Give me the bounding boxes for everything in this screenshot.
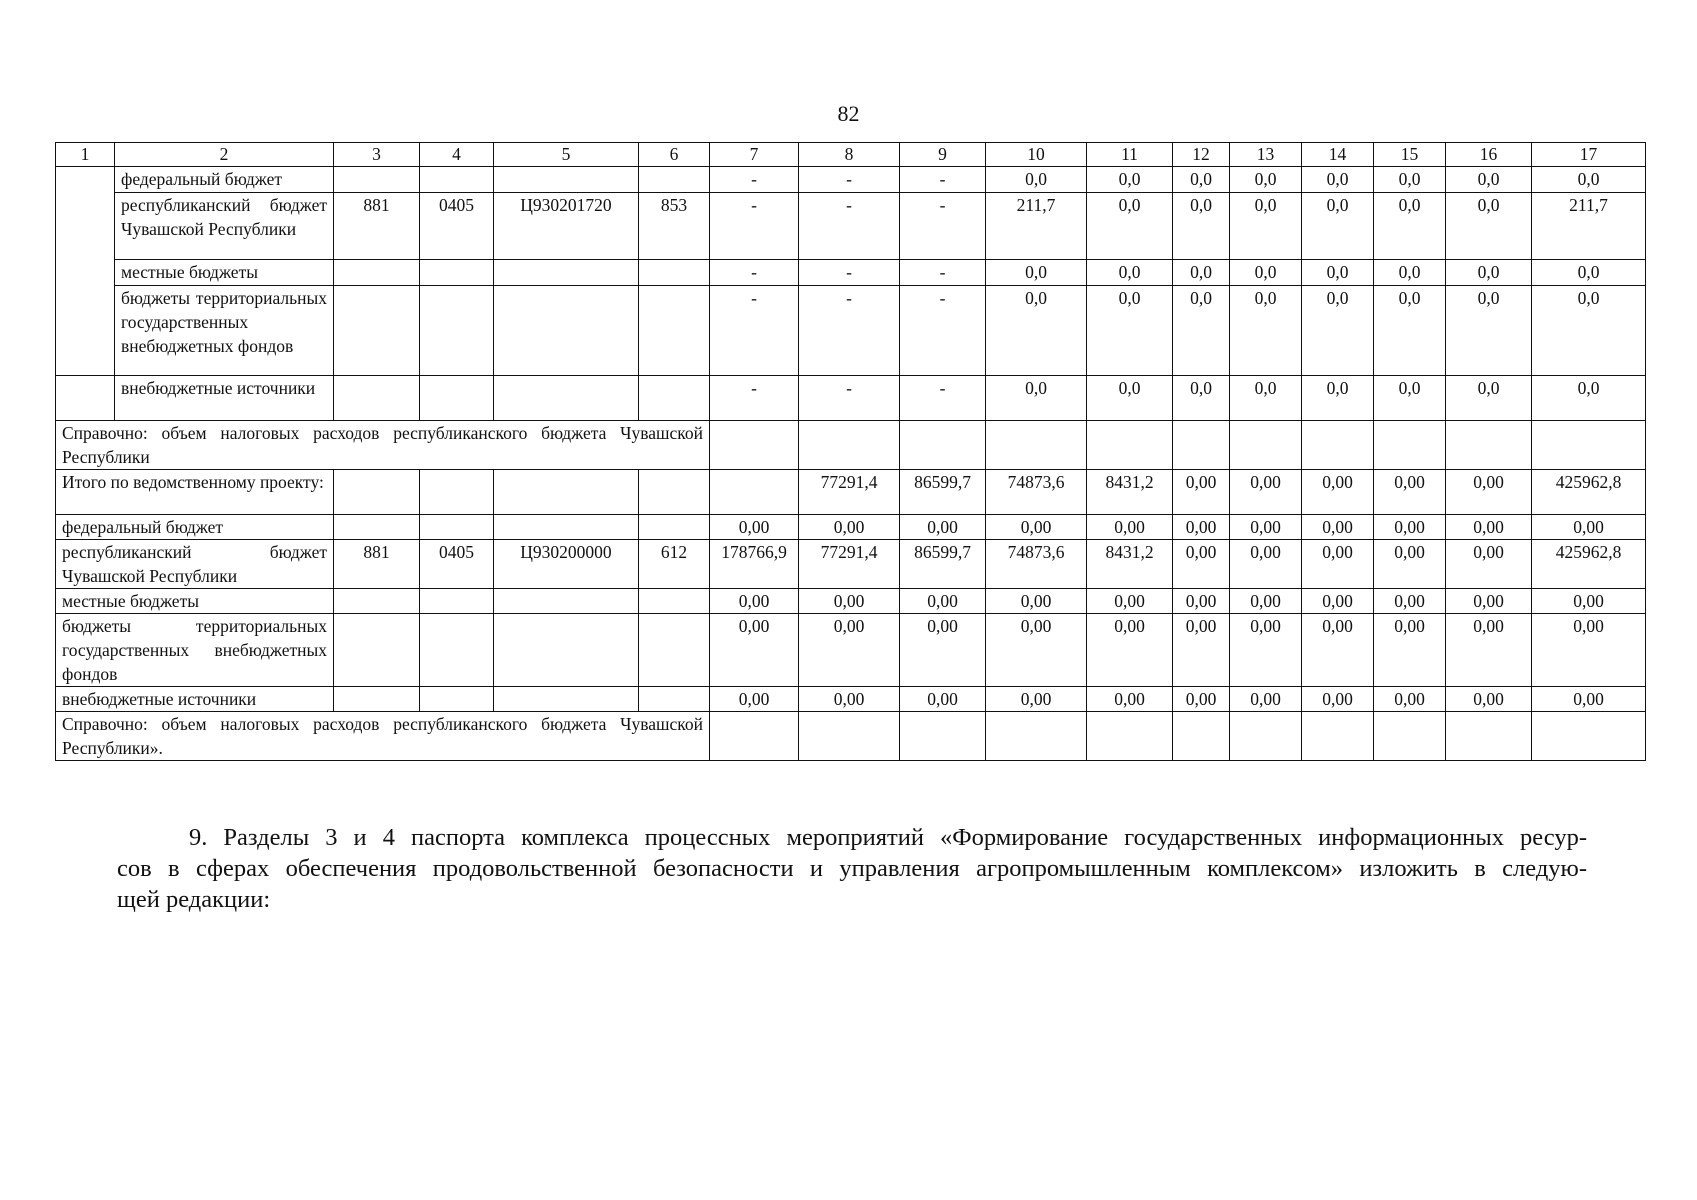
code-cell — [334, 470, 420, 515]
reference-note: Справочно: объем налоговых расходов республиканского бюджета Чувашской Республики — [56, 421, 710, 470]
value-cell: 86599,7 — [900, 540, 986, 589]
value-cell: 0,0 — [986, 260, 1087, 286]
value-cell: 0,00 — [799, 515, 900, 540]
value-cell: 211,7 — [1532, 193, 1646, 260]
column-number-header: 11 — [1087, 143, 1173, 167]
value-cell: - — [710, 260, 799, 286]
value-cell: - — [799, 167, 900, 193]
value-cell — [1230, 421, 1302, 470]
value-cell: 0,0 — [1230, 286, 1302, 376]
value-cell: 0,00 — [1230, 589, 1302, 614]
column-number-header: 2 — [115, 143, 334, 167]
code-cell: 881 — [334, 193, 420, 260]
total-label: Итого по ведомственному проекту: — [56, 470, 334, 515]
code-cell — [639, 470, 710, 515]
code-cell — [494, 167, 639, 193]
value-cell: 0,0 — [1302, 376, 1374, 421]
value-cell: 0,00 — [1446, 470, 1532, 515]
budget-source-label: местные бюджеты — [56, 589, 334, 614]
code-cell — [639, 515, 710, 540]
code-cell: 612 — [639, 540, 710, 589]
column-number-header: 7 — [710, 143, 799, 167]
empty-cell — [56, 286, 115, 376]
value-cell: 0,00 — [1087, 515, 1173, 540]
value-cell: 0,0 — [1173, 167, 1230, 193]
value-cell: 0,00 — [1173, 687, 1230, 712]
column-number-header: 5 — [494, 143, 639, 167]
value-cell: 0,00 — [799, 614, 900, 687]
value-cell — [710, 470, 799, 515]
budget-source-label: бюджеты территориальных государственных внебюджетных фондов — [56, 614, 334, 687]
value-cell: 0,00 — [1532, 687, 1646, 712]
code-cell — [639, 589, 710, 614]
code-cell — [420, 589, 494, 614]
value-cell — [1173, 421, 1230, 470]
value-cell: 0,00 — [1173, 515, 1230, 540]
body-paragraph — [117, 822, 1587, 915]
value-cell: - — [799, 376, 900, 421]
code-cell — [420, 167, 494, 193]
table-body — [56, 143, 1646, 761]
value-cell: 0,0 — [1173, 193, 1230, 260]
empty-cell — [56, 260, 115, 286]
value-cell: 0,0 — [1532, 286, 1646, 376]
value-cell: 0,0 — [1446, 193, 1532, 260]
value-cell: 0,00 — [1087, 589, 1173, 614]
code-cell — [494, 687, 639, 712]
paragraph-line-3: щей редакции: — [117, 886, 271, 913]
value-cell: 0,00 — [1374, 687, 1446, 712]
value-cell: 77291,4 — [799, 470, 900, 515]
value-cell: 0,00 — [1446, 540, 1532, 589]
value-cell: 0,0 — [1302, 193, 1374, 260]
table-row — [56, 540, 1646, 589]
code-cell — [639, 687, 710, 712]
value-cell: 0,00 — [1374, 470, 1446, 515]
value-cell: 0,00 — [1230, 614, 1302, 687]
value-cell: 0,0 — [1173, 376, 1230, 421]
value-cell: 86599,7 — [900, 470, 986, 515]
value-cell: 425962,8 — [1532, 540, 1646, 589]
code-cell — [420, 687, 494, 712]
code-cell — [639, 167, 710, 193]
value-cell: 0,00 — [1302, 470, 1374, 515]
code-cell: Ц930201720 — [494, 193, 639, 260]
value-cell: 0,00 — [1446, 687, 1532, 712]
value-cell: 0,00 — [710, 515, 799, 540]
code-cell — [494, 286, 639, 376]
value-cell: 0,0 — [1230, 167, 1302, 193]
value-cell — [1374, 712, 1446, 761]
code-cell — [334, 286, 420, 376]
value-cell: 0,0 — [1374, 260, 1446, 286]
value-cell: - — [710, 167, 799, 193]
value-cell: 0,00 — [1532, 515, 1646, 540]
empty-cell — [56, 167, 115, 193]
value-cell: 0,00 — [1173, 540, 1230, 589]
value-cell: 0,0 — [1446, 286, 1532, 376]
budget-source-label: республиканский бюджет Чувашской Республики — [56, 540, 334, 589]
value-cell: 0,0 — [1374, 376, 1446, 421]
value-cell: - — [710, 193, 799, 260]
code-cell — [494, 376, 639, 421]
value-cell: 0,00 — [799, 589, 900, 614]
value-cell: 0,0 — [1446, 376, 1532, 421]
code-cell — [334, 589, 420, 614]
paragraph-line-2: сов в сферах обеспечения продовольственной безопасности и управления агропромышленным комплексом» изложить в следую- — [117, 855, 1587, 882]
value-cell — [1446, 712, 1532, 761]
code-cell — [334, 687, 420, 712]
value-cell: 0,0 — [1230, 193, 1302, 260]
budget-table — [55, 142, 1646, 761]
value-cell: 0,0 — [1302, 286, 1374, 376]
value-cell: 0,00 — [1446, 515, 1532, 540]
code-cell — [334, 614, 420, 687]
value-cell: 0,0 — [1374, 286, 1446, 376]
column-number-header: 16 — [1446, 143, 1532, 167]
value-cell: 74873,6 — [986, 470, 1087, 515]
code-cell — [334, 167, 420, 193]
value-cell: 0,00 — [1446, 614, 1532, 687]
value-cell: 0,0 — [1302, 167, 1374, 193]
table-row — [56, 589, 1646, 614]
value-cell — [986, 712, 1087, 761]
value-cell: 8431,2 — [1087, 540, 1173, 589]
value-cell: 0,0 — [1532, 167, 1646, 193]
value-cell: 0,00 — [710, 589, 799, 614]
budget-source-label: внебюджетные источники — [56, 687, 334, 712]
value-cell — [710, 421, 799, 470]
code-cell — [420, 614, 494, 687]
value-cell: - — [900, 260, 986, 286]
column-number-header: 1 — [56, 143, 115, 167]
column-number-header: 13 — [1230, 143, 1302, 167]
value-cell: 0,00 — [1087, 687, 1173, 712]
reference-row — [56, 421, 1646, 470]
value-cell: 0,00 — [1302, 589, 1374, 614]
value-cell — [1302, 712, 1374, 761]
value-cell: 0,00 — [710, 687, 799, 712]
value-cell: 0,00 — [1302, 540, 1374, 589]
code-cell — [420, 260, 494, 286]
code-cell — [334, 515, 420, 540]
column-number-header: 10 — [986, 143, 1087, 167]
code-cell: 0405 — [420, 540, 494, 589]
reference-row — [56, 712, 1646, 761]
value-cell: 0,00 — [900, 687, 986, 712]
column-number-header: 4 — [420, 143, 494, 167]
value-cell: 0,00 — [1374, 515, 1446, 540]
value-cell — [1173, 712, 1230, 761]
value-cell: - — [799, 286, 900, 376]
value-cell: 0,00 — [1230, 540, 1302, 589]
value-cell: 0,00 — [799, 687, 900, 712]
value-cell: 8431,2 — [1087, 470, 1173, 515]
value-cell — [1446, 421, 1532, 470]
table-row — [56, 286, 1646, 376]
column-number-header: 17 — [1532, 143, 1646, 167]
code-cell — [494, 614, 639, 687]
value-cell: 0,0 — [1230, 376, 1302, 421]
value-cell: 0,00 — [900, 515, 986, 540]
value-cell: 0,00 — [1374, 589, 1446, 614]
value-cell: 0,00 — [1532, 614, 1646, 687]
budget-source-label: республиканский бюджет Чувашской Республики — [115, 193, 334, 260]
value-cell: 0,0 — [1446, 167, 1532, 193]
column-number-header: 6 — [639, 143, 710, 167]
column-number-header: 14 — [1302, 143, 1374, 167]
code-cell — [639, 614, 710, 687]
page-number: 82 — [837, 101, 860, 126]
code-cell — [494, 589, 639, 614]
empty-cell — [56, 193, 115, 260]
budget-source-label: федеральный бюджет — [56, 515, 334, 540]
value-cell — [799, 712, 900, 761]
code-cell — [639, 260, 710, 286]
value-cell: 0,00 — [1230, 687, 1302, 712]
code-cell — [420, 470, 494, 515]
value-cell: 0,0 — [1302, 260, 1374, 286]
value-cell: 211,7 — [986, 193, 1087, 260]
value-cell: - — [900, 167, 986, 193]
value-cell — [799, 421, 900, 470]
value-cell — [900, 421, 986, 470]
value-cell — [1374, 421, 1446, 470]
value-cell: 0,0 — [1087, 193, 1173, 260]
code-cell — [639, 286, 710, 376]
value-cell: 0,00 — [900, 614, 986, 687]
value-cell: - — [799, 260, 900, 286]
reference-note: Справочно: объем налоговых расходов республиканского бюджета Чувашской Республики». — [56, 712, 710, 761]
code-cell — [334, 260, 420, 286]
value-cell: 0,00 — [1302, 614, 1374, 687]
budget-source-label: бюджеты территориальных государственных внебюджетных фондов — [115, 286, 334, 376]
value-cell: 0,00 — [1087, 614, 1173, 687]
value-cell: 0,0 — [986, 167, 1087, 193]
paragraph-line-1: 9. Разделы 3 и 4 паспорта комплекса процессных мероприятий «Формирование государственных информационных ресур- — [189, 824, 1587, 851]
table-row — [56, 376, 1646, 421]
value-cell — [1087, 421, 1173, 470]
value-cell: 0,00 — [1446, 589, 1532, 614]
table-row — [56, 614, 1646, 687]
table-row — [56, 193, 1646, 260]
budget-source-label: федеральный бюджет — [115, 167, 334, 193]
code-cell: 853 — [639, 193, 710, 260]
value-cell: 0,0 — [1173, 260, 1230, 286]
value-cell: 0,00 — [1230, 515, 1302, 540]
value-cell: 0,00 — [710, 614, 799, 687]
value-cell: 425962,8 — [1532, 470, 1646, 515]
value-cell: 0,0 — [1230, 260, 1302, 286]
column-number-header: 15 — [1374, 143, 1446, 167]
code-cell: 0405 — [420, 193, 494, 260]
value-cell: - — [900, 376, 986, 421]
code-cell — [420, 515, 494, 540]
value-cell — [1302, 421, 1374, 470]
column-number-header: 12 — [1173, 143, 1230, 167]
value-cell — [1230, 712, 1302, 761]
value-cell: - — [710, 286, 799, 376]
value-cell: 77291,4 — [799, 540, 900, 589]
value-cell — [1087, 712, 1173, 761]
value-cell: 0,00 — [1374, 614, 1446, 687]
value-cell: 0,0 — [1087, 167, 1173, 193]
value-cell: 0,00 — [1532, 589, 1646, 614]
value-cell: 0,00 — [1230, 470, 1302, 515]
value-cell: 0,0 — [986, 376, 1087, 421]
value-cell: 0,00 — [986, 515, 1087, 540]
value-cell — [1532, 712, 1646, 761]
value-cell: 0,00 — [1302, 687, 1374, 712]
table-row — [56, 515, 1646, 540]
value-cell: - — [799, 193, 900, 260]
value-cell: 74873,6 — [986, 540, 1087, 589]
code-cell: Ц930200000 — [494, 540, 639, 589]
value-cell — [1532, 421, 1646, 470]
value-cell: - — [900, 193, 986, 260]
value-cell: 0,0 — [1087, 286, 1173, 376]
value-cell: 0,0 — [1446, 260, 1532, 286]
value-cell — [900, 712, 986, 761]
value-cell: 0,00 — [1374, 540, 1446, 589]
code-cell — [420, 376, 494, 421]
value-cell: 0,0 — [1374, 167, 1446, 193]
code-cell — [639, 376, 710, 421]
value-cell: 0,00 — [986, 614, 1087, 687]
code-cell — [420, 286, 494, 376]
value-cell: 0,00 — [1173, 614, 1230, 687]
value-cell: 0,0 — [1532, 376, 1646, 421]
code-cell — [494, 470, 639, 515]
code-cell — [494, 515, 639, 540]
table-header-row — [56, 143, 1646, 167]
total-row — [56, 470, 1646, 515]
value-cell: 0,0 — [1532, 260, 1646, 286]
column-number-header: 9 — [900, 143, 986, 167]
value-cell: 0,0 — [1087, 376, 1173, 421]
code-cell: 881 — [334, 540, 420, 589]
value-cell: 0,0 — [1374, 193, 1446, 260]
column-number-header: 8 — [799, 143, 900, 167]
empty-cell — [56, 376, 115, 421]
value-cell — [710, 712, 799, 761]
code-cell — [334, 376, 420, 421]
code-cell — [494, 260, 639, 286]
value-cell — [986, 421, 1087, 470]
value-cell: 0,0 — [1087, 260, 1173, 286]
value-cell: 0,00 — [986, 589, 1087, 614]
table-row — [56, 260, 1646, 286]
budget-source-label: местные бюджеты — [115, 260, 334, 286]
value-cell: 0,00 — [900, 589, 986, 614]
table-row — [56, 167, 1646, 193]
column-number-header: 3 — [334, 143, 420, 167]
value-cell: 178766,9 — [710, 540, 799, 589]
value-cell: 0,00 — [1173, 589, 1230, 614]
table-row — [56, 687, 1646, 712]
value-cell: 0,0 — [1173, 286, 1230, 376]
budget-source-label: внебюджетные источники — [115, 376, 334, 421]
value-cell: 0,0 — [986, 286, 1087, 376]
value-cell: 0,00 — [986, 687, 1087, 712]
value-cell: - — [710, 376, 799, 421]
value-cell: 0,00 — [1302, 515, 1374, 540]
value-cell: 0,00 — [1173, 470, 1230, 515]
value-cell: - — [900, 286, 986, 376]
